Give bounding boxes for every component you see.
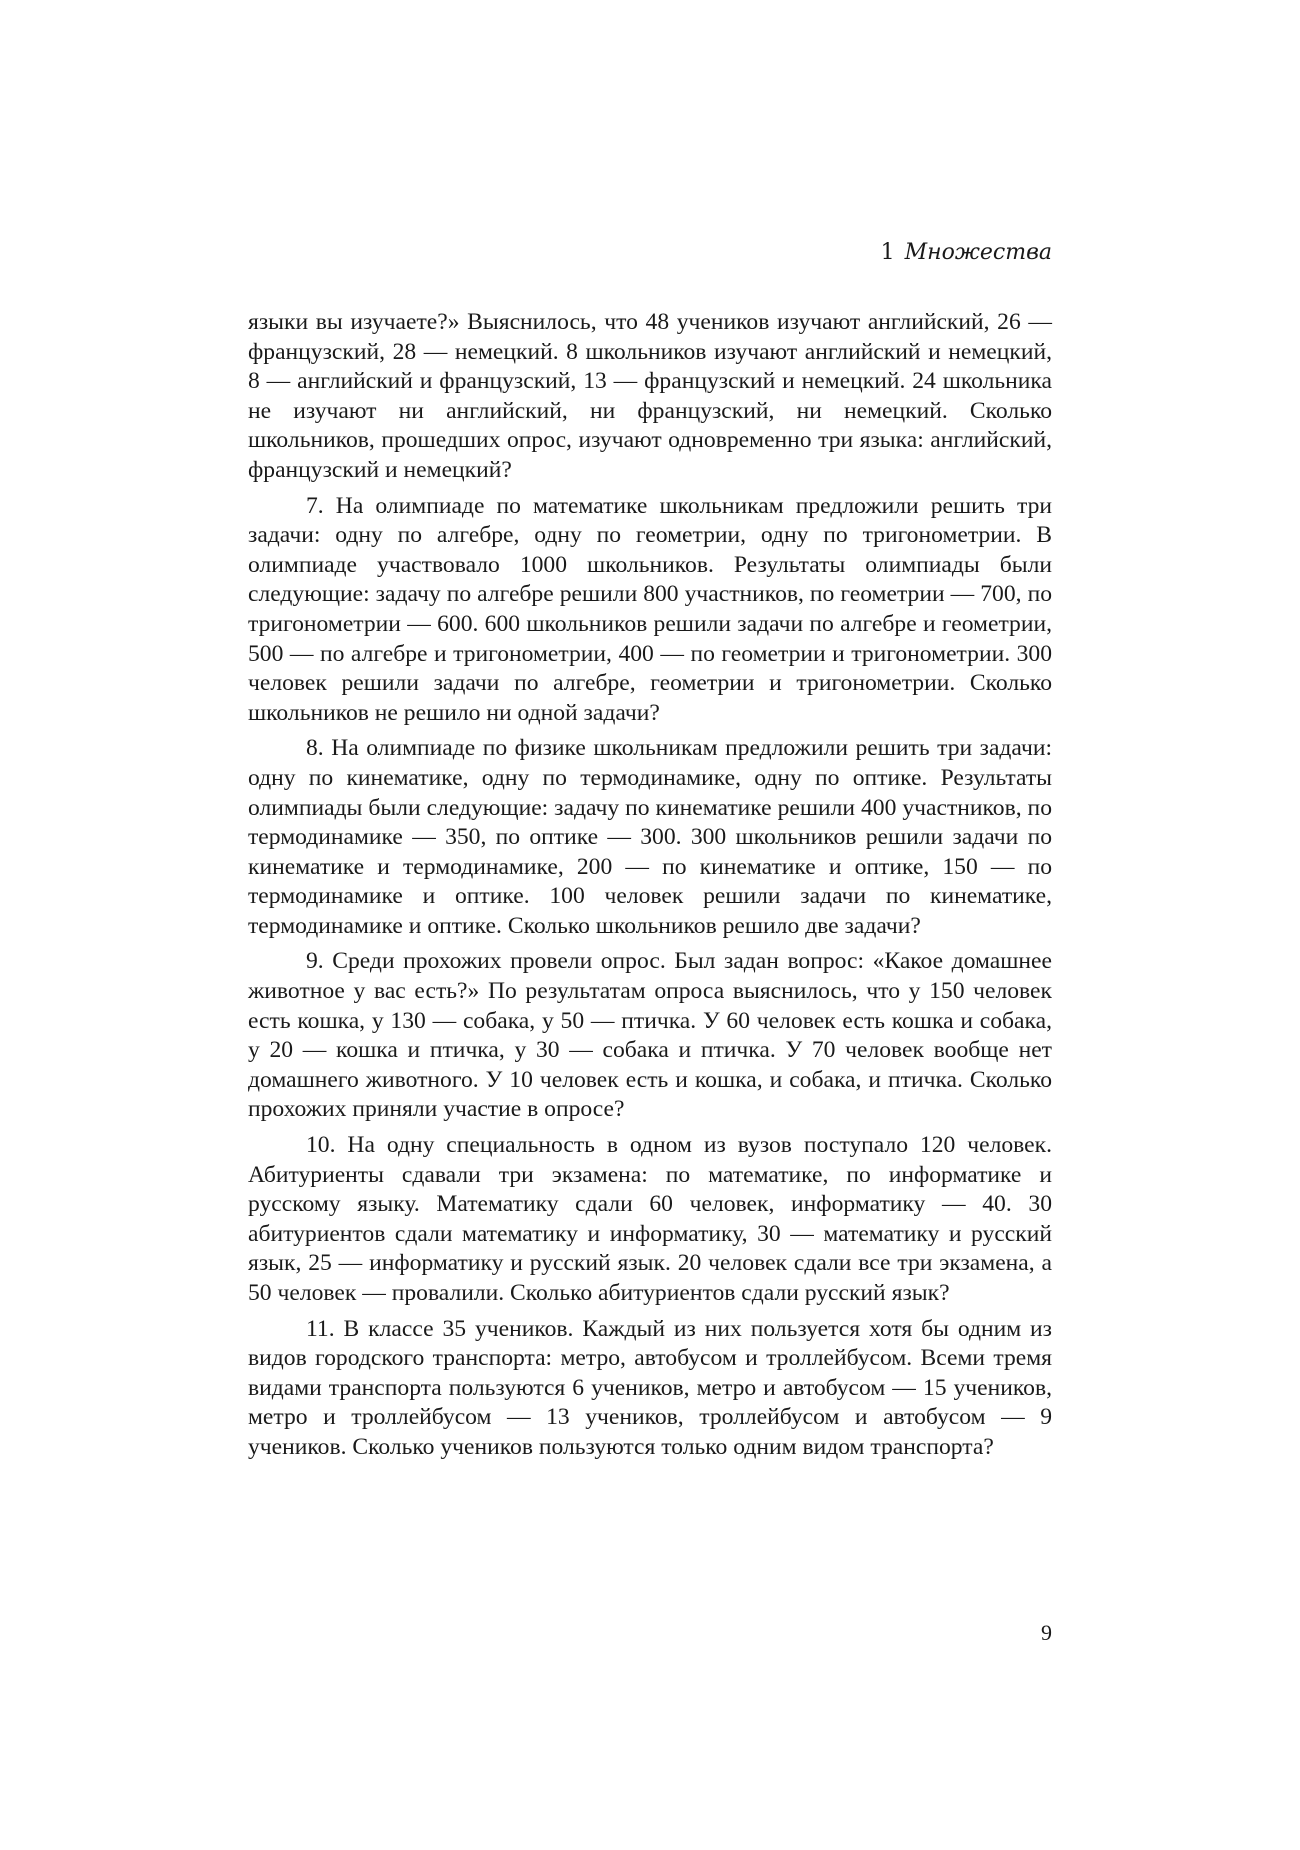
problem-10: 10. На одну специальность в одном из вузов поступало 120 человек. Абитуриенты сдавали три экзамена: по математике, по информатике и русскому языку. Математику сдали 60 человек, информатику — 40. 30 абитуриентов сдали математику и информатику, 30 — математику и русский язык, 25 — информатику и русский язык. 20 человек сдали все три экзамена, а 50 человек — провалили. Сколько абитуриентов сдали русский язык?	[248, 1132, 1052, 1306]
problem-8: 8. На олимпиаде по физике школьникам предложили решить три задачи: одну по кинематике, одну по термодинамике, одну по оптике. Результаты олимпиады были следующие: задачу по кинематике решили 400 участников, по термодинамике — 350, по оптике — 300. 300 школьников решили задачи по кинематике и термодинамике, 200 — по кинематике и оптике, 150 — по термодинамике и оптике. 100 человек решили задачи по кинематике, термодинамике и оптике. Сколько школьников решило две задачи?	[248, 735, 1052, 939]
running-head	[881, 240, 1052, 265]
page-number: 9	[1041, 1620, 1052, 1645]
problem-9: 9. Среди прохожих провели опрос. Был задан вопрос: «Какое домашнее животное у вас есть?» По результатам опроса выяснилось, что у 150 человек есть кошка, у 130 — собака, у 50 — птичка. У 60 человек есть кошка и собака, у 20 — кошка и птичка, у 30 — собака и птичка. У 70 человек вообще нет домашнего животного. У 10 человек есть и кошка, и собака, и птичка. Сколько прохожих приняли участие в опросе?	[248, 948, 1052, 1123]
chapter-number: 1	[880, 240, 895, 265]
chapter-title: Множества	[904, 240, 1052, 265]
problem-6-continuation: языки вы изучаете?» Выяснилось, что 48 учеников изучают английский, 26 — французский, 28 — немецкий. 8 школьников изучают английский и немецкий, 8 — английский и французский, 13 — французский и немецкий. 24 школьника не изучают ни английский, ни французский, ни немецкий. Сколько школьников, прошедших опрос, изучают одновременно три языка: английский, французский и немецкий?	[248, 309, 1052, 483]
problem-11: 11. В классе 35 учеников. Каждый из них пользуется хотя бы одним из видов городского транспорта: метро, автобусом и троллейбусом. Всеми тремя видами транспорта пользуются 6 учеников, метро и автобусом — 15 учеников, метро и троллейбусом — 13 учеников, троллейбусом и автобусом — 9 учеников. Сколько учеников пользуются только одним видом транспорта?	[248, 1315, 1052, 1460]
page-body	[248, 308, 1052, 1469]
problem-7: 7. На олимпиаде по математике школьникам предложили решить три задачи: одну по алгебре, одну по геометрии, одну по тригонометрии. В олимпиаде участвовало 1000 школьников. Результаты олимпиады были следующие: задачу по алгебре решили 800 участников, по геометрии — 700, по тригонометрии — 600. 600 школьников решили задачи по алгебре и геометрии, 500 — по алгебре и тригонометрии, 400 — по геометрии и тригонометрии. 300 человек решили задачи по алгебре, геометрии и тригонометрии. Сколько школьников не решило ни одной задачи?	[248, 492, 1052, 726]
